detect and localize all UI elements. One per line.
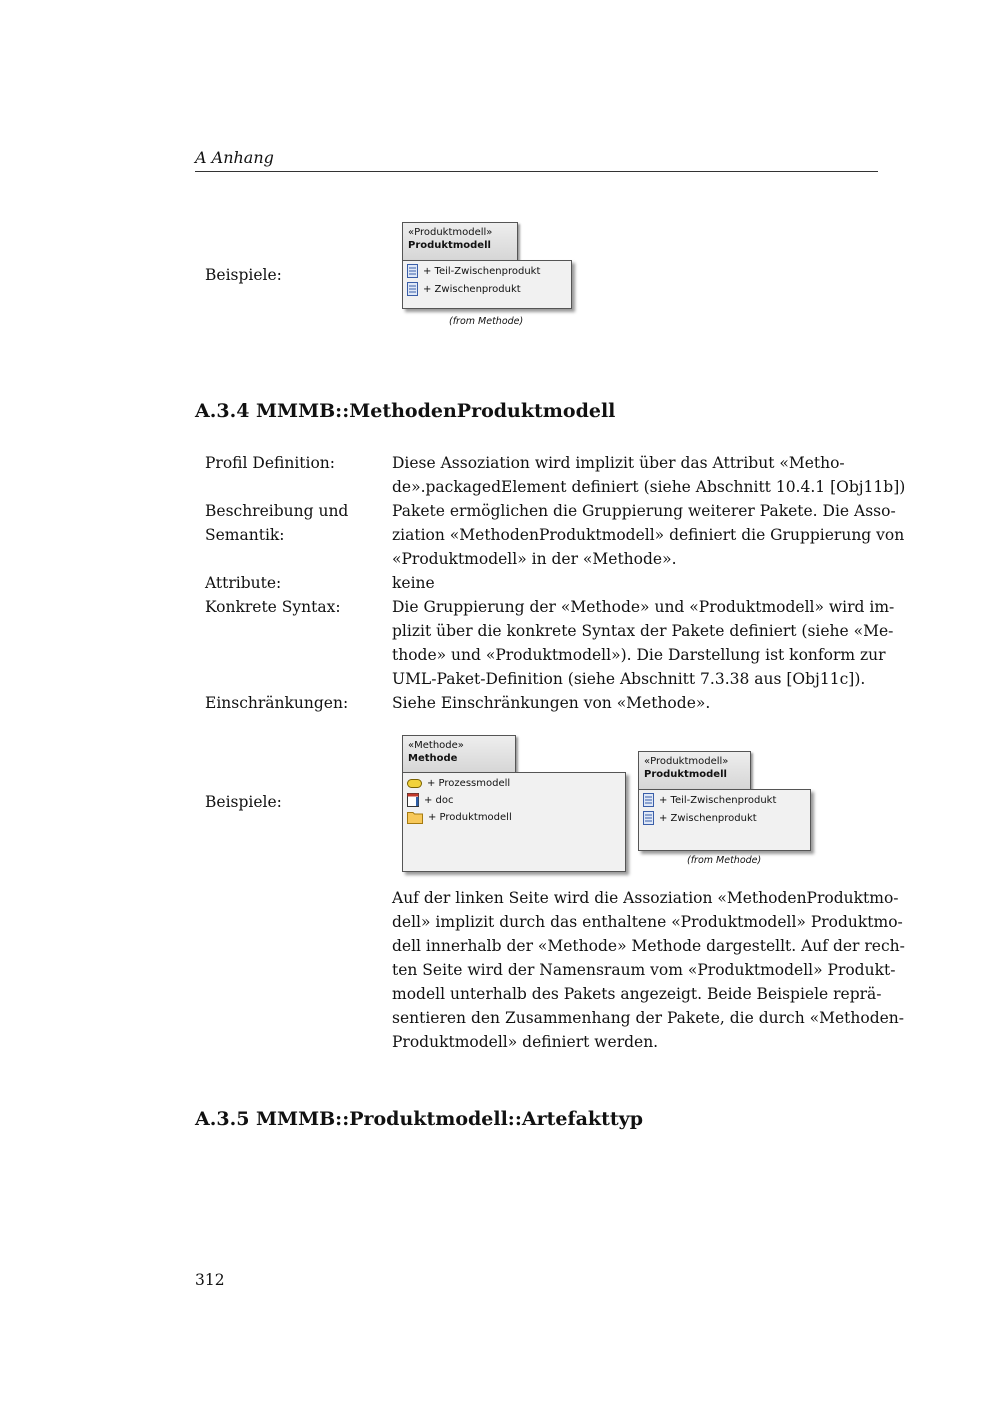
row-text: keine (392, 574, 435, 592)
package-tab (402, 222, 518, 261)
package-member: + doc (407, 793, 454, 809)
row-label: Konkrete Syntax: (205, 598, 341, 616)
row-label: Beschreibung und Semantik: (205, 502, 349, 544)
methode-package-diagram (402, 735, 632, 877)
running-head: A Anhang (195, 148, 878, 172)
package-stereotype: «Produktmodell» (408, 227, 493, 238)
row-text: Siehe Einschränkungen von «Methode». (392, 694, 711, 712)
package-member: + Teil-Zwischenprodukt (407, 264, 540, 280)
package-name: Methode (408, 753, 458, 764)
package-stereotype: «Produktmodell» (644, 756, 729, 767)
package-tab (638, 751, 751, 790)
folder-icon (407, 810, 423, 824)
class-icon (407, 264, 418, 278)
process-model-icon (407, 777, 422, 789)
package-body (638, 789, 811, 851)
from-note: (from Methode) (449, 316, 524, 327)
class-icon (643, 811, 654, 825)
produktmodell-package-diagram (638, 751, 816, 871)
class-icon (407, 282, 418, 296)
package-member: + Zwischenprodukt (407, 282, 521, 298)
section-title: A.3.4 MMMB::MethodenProduktmodell (195, 400, 616, 422)
from-note: (from Methode) (687, 855, 762, 866)
package-name: Produktmodell (644, 769, 727, 780)
package-tab (402, 735, 516, 773)
explanation-paragraph: Auf der linken Seite wird die Assoziation «MethodenProduktmo- dell» implizit durch das enthaltene «Produktmodell» Produktmo- dell innerhalb der «Methode» Methode dargestellt. Auf der rech- ten Seite wird der Namensraum vom «Produktmodell» Produkt- modell unterhalb des Pakets angezeigt. Beide Beispiele reprä- sentieren den Zusammenhang der Pakete, die durch «Methoden- Produktmodell» definiert werden. (392, 889, 905, 1051)
row-text: Pakete ermöglichen die Gruppierung weiterer Pakete. Die Asso- ziation «MethodenProduktmodell» definiert die Gruppierung von «Produktmodell» in der «Methode». (392, 502, 905, 568)
package-member: + Teil-Zwischenprodukt (643, 793, 776, 809)
package-member: + Prozessmodell (407, 776, 510, 792)
row-label: Profil Definition: (205, 454, 335, 472)
page-number: 312 (195, 1271, 225, 1289)
produktmodell-package-diagram (402, 222, 577, 334)
class-icon (643, 793, 654, 807)
package-body (402, 260, 572, 309)
section-title: A.3.5 MMMB::Produktmodell::Artefakttyp (195, 1108, 643, 1130)
package-member: + Zwischenprodukt (643, 811, 757, 827)
package-name: Produktmodell (408, 240, 491, 251)
row-text: Diese Assoziation wird implizit über das Attribut «Metho- de».packagedElement definiert (siehe Abschnitt 10.4.1 [Obj11b]) (392, 454, 906, 496)
package-body (402, 772, 626, 872)
row-text: Die Gruppierung der «Methode» und «Produktmodell» wird im- plizit über die konkrete Syntax der Pakete definiert (siehe «Me- thode» und «Produktmodell»). Die Darstellung ist konform zur UML-Paket-Definition (siehe Abschnitt 7.3.38 aus [Obj11c]). (392, 598, 895, 688)
package-member: + Produktmodell (407, 810, 512, 826)
example-label: Beispiele: (205, 793, 282, 811)
document-icon (407, 793, 419, 807)
package-stereotype: «Methode» (408, 740, 464, 751)
row-label: Einschränkungen: (205, 694, 349, 712)
example-label: Beispiele: (205, 266, 282, 284)
row-label: Attribute: (205, 574, 282, 592)
